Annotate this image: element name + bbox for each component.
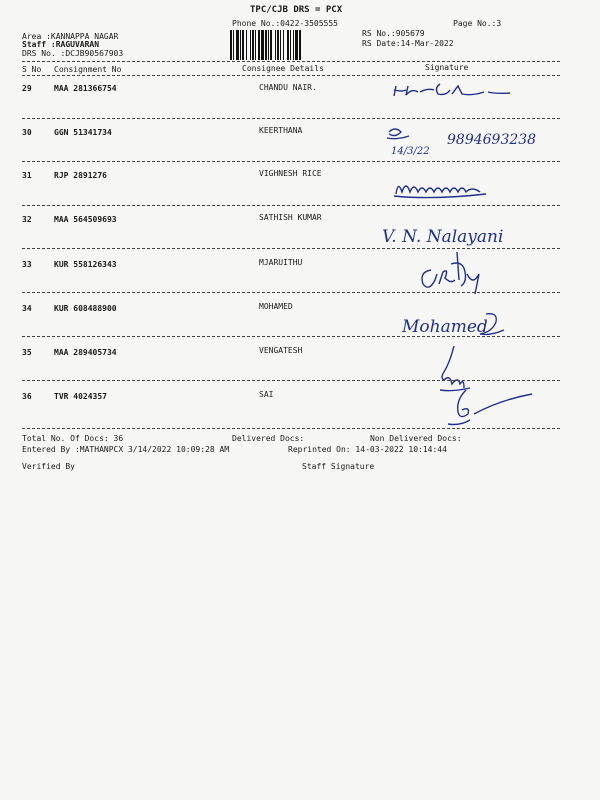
recipient-signature	[392, 78, 517, 102]
recipient-signature	[415, 250, 495, 296]
page-number: Page No.:3	[453, 19, 502, 28]
reprinted-on: Reprinted On: 14-03-2022 10:14:44	[288, 445, 447, 454]
row-divider	[22, 428, 560, 429]
barcode	[230, 30, 358, 64]
row-divider	[22, 161, 560, 162]
col-sno: S No	[22, 65, 42, 74]
row-consignee: MOHAMED	[259, 302, 293, 311]
row-divider	[22, 205, 560, 206]
row-consignment: KUR 608488900	[54, 304, 117, 313]
staff-label: Staff :RAGUVARAN	[22, 40, 100, 49]
row-sno: 29	[22, 84, 32, 93]
recipient-signature	[392, 172, 492, 202]
row-divider	[22, 292, 560, 293]
row-sno: 32	[22, 215, 32, 224]
row-divider	[22, 248, 560, 249]
row-divider	[22, 118, 560, 119]
delivered-docs: Delivered Docs:	[232, 434, 305, 443]
row-divider	[22, 380, 560, 381]
svg-text:9894693238: 9894693238	[447, 132, 537, 148]
row-sno: 36	[22, 392, 32, 401]
phone-number: Phone No.:0422-3505555	[232, 19, 338, 28]
verified-by: Verified By	[22, 462, 75, 471]
row-consignment: GGN 51341734	[54, 128, 112, 137]
row-sno: 33	[22, 260, 32, 269]
row-consignment: RJP 2891276	[54, 171, 107, 180]
non-delivered-docs: Non Delivered Docs:	[370, 434, 462, 443]
row-consignment: KUR 558126343	[54, 260, 117, 269]
area-label: Area :KANNAPPA NAGAR	[22, 32, 119, 41]
recipient-signature	[385, 122, 555, 158]
entered-by: Entered By :MATHANPCX 3/14/2022 10:09:28 AM	[22, 445, 230, 454]
row-consignment: MAA 289405734	[54, 348, 117, 357]
row-sno: 34	[22, 304, 32, 313]
row-consignee: VIGHNESH RICE	[259, 169, 322, 178]
header-rule-bottom	[22, 75, 560, 76]
rs-number: RS No.:905679	[362, 29, 425, 38]
rs-date: RS Date:14-Mar-2022	[362, 39, 454, 48]
row-sno: 31	[22, 171, 32, 180]
row-consignee: VENGATESH	[259, 346, 303, 355]
staff-signature-label: Staff Signature	[302, 462, 375, 471]
row-consignment: MAA 281366754	[54, 84, 117, 93]
row-divider	[22, 336, 560, 337]
svg-text:Mohamed: Mohamed	[402, 317, 488, 337]
row-sno: 35	[22, 348, 32, 357]
recipient-signature	[440, 384, 540, 426]
row-consignment: TVR 4024357	[54, 392, 107, 401]
svg-text:V. N. Nalayani: V. N. Nalayani	[382, 227, 504, 247]
row-consignee: KEERTHANA	[259, 126, 303, 135]
header-rule-top	[22, 61, 560, 62]
doc-title: TPC/CJB DRS = PCX	[250, 5, 343, 15]
col-signature: Signature	[425, 63, 469, 72]
row-consignment: MAA 564509693	[54, 215, 117, 224]
row-consignee: SATHISH KUMAR	[259, 213, 322, 222]
row-sno: 30	[22, 128, 32, 137]
col-consignee: Consignee Details	[242, 64, 324, 73]
svg-text:14/3/22: 14/3/22	[391, 146, 430, 157]
recipient-signature	[378, 218, 538, 250]
row-consignee: CHANDU NAIR.	[259, 83, 317, 92]
row-consignee: SAI	[259, 390, 274, 399]
row-consignee: MJARUITHU	[259, 258, 303, 267]
drs-number: DRS No. :DCJB90567903	[22, 49, 124, 58]
col-consignment: Consignment No	[54, 65, 122, 74]
total-docs: Total No. Of Docs: 36	[22, 434, 124, 443]
